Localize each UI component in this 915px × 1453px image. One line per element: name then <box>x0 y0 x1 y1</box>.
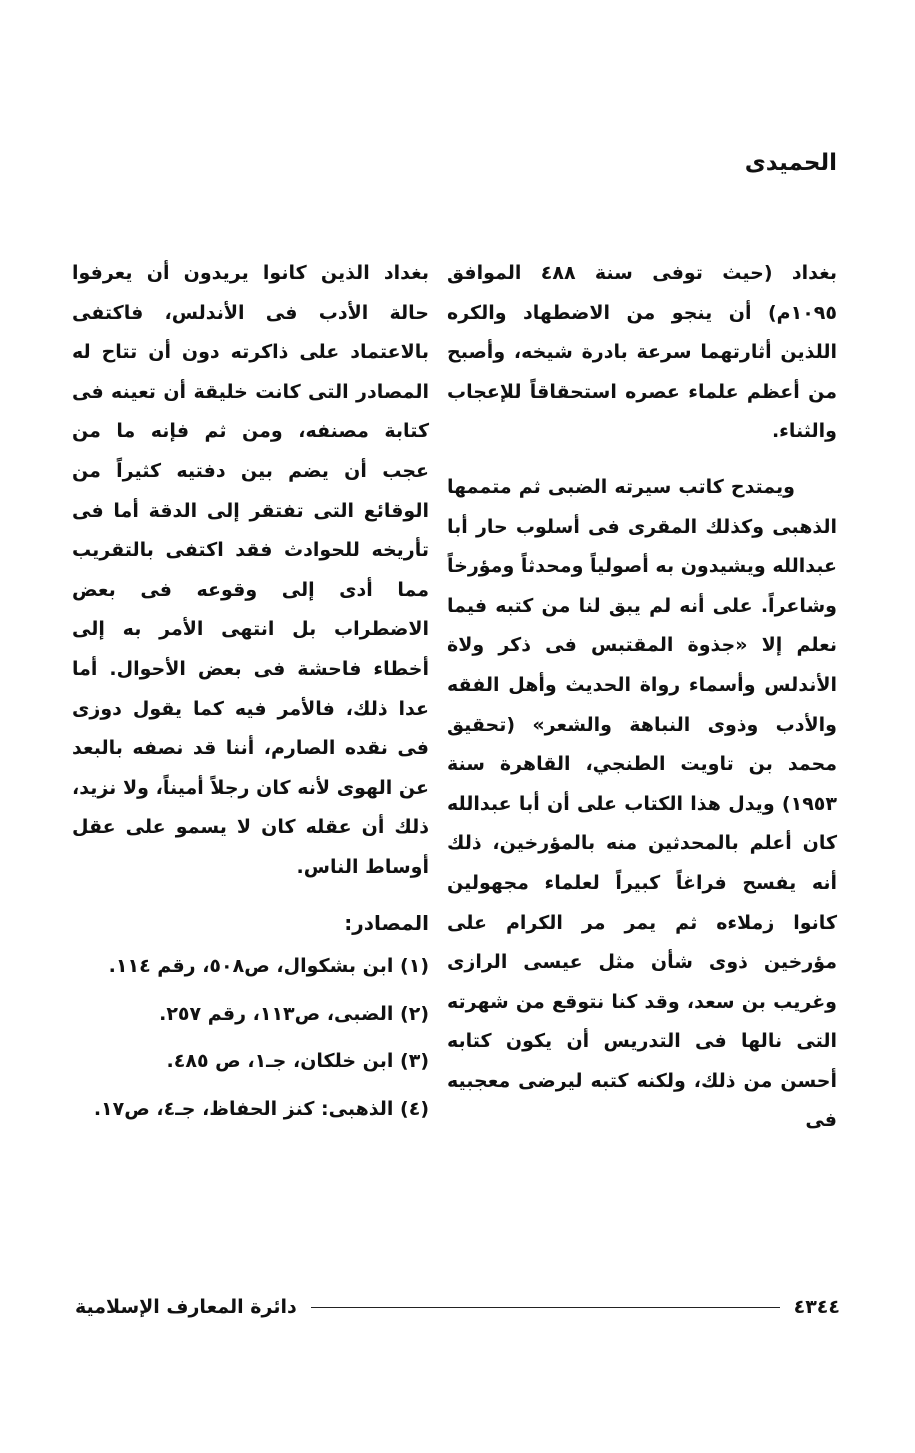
source-item: (٢) الضبى، ص١١٣، رقم ٢٥٧. <box>159 1002 429 1025</box>
page-footer <box>75 1290 840 1324</box>
page-number: ٤٣٤٤ <box>793 1296 840 1318</box>
right-column <box>447 254 837 1157</box>
source-item: (٣) ابن خلكان، جـ١، ص ٤٨٥. <box>166 1050 429 1073</box>
left-column <box>72 254 429 1137</box>
source-item: (١) ابن بشكوال، ص٥٠٨، رقم ١١٤. <box>108 955 429 978</box>
footer-divider <box>311 1307 780 1308</box>
right-paragraph-2: ويمتدح كاتب سيرته الضبى ثم متممها الذهبى وكذلك المقرى فى أسلوب حار أبا عبدالله ويشيدون به أصولياً ومحدثاً ومؤرخاً وشاعراً. على أنه لم يبق لنا من كتبه فيما نعلم إلا «جذوة المقتبس فى ذكر ولاة الأندلس وأسماء رواة الحديث وأهل الفقه والأدب وذوى النباهة والشعر» (تحقيق محمد بن تاويت الطنجي، القاهرة سنة ١٩٥٣) ويدل هذا الكتاب على أن أبا عبدالله كان أعلم بالمحدثين منه بالمؤرخين، ذلك أنه يفسح فراغاً كبيراً لعلماء مجهولين كانوا زملاءه ثم يمر مر الكرام على مؤرخين ذوى شأن مثل عيسى الرازى وغريب بن سعد، وقد كنا نتوقع من شهرته التى نالها فى التدريس أن يكون كتابه أحسن من ذلك، ولكنه كتبه ليرضى معجبيه فى <box>447 475 837 1132</box>
running-head-title: الحميدى <box>744 150 837 176</box>
sources-heading: المصادر: <box>344 910 429 935</box>
left-paragraph: بغداد الذين كانوا يريدون أن يعرفوا حالة الأدب فى الأندلس، فاكتفى بالاعتماد على ذاكرته دون أن تتاح له المصادر التى كانت خليقة أن تعينه فى كتابة مصنفه، ومن ثم فإنه ما من عجب أن يضم بين دفتيه كثيراً من الوقائع التى تفتقر إلى الدقة أما فى تأريخه للحوادث فقد اكتفى بالتقريب مما أدى إلى وقوعه فى بعض الاضطراب بل انتهى الأمر به إلى أخطاء فاحشة فى بعض الأحوال. أما عدا ذلك، فالأمر فيه كما يقول دوزى فى نقده الصارم، أننا قد نصفه بالبعد عن الهوى لأنه كان رجلاً أميناً، ولا نزيد، ذلك أن عقله كان لا يسمو على عقل أوساط الناس. <box>72 262 429 878</box>
right-paragraph-1: بغداد (حيث توفى سنة ٤٨٨ الموافق ١٠٩٥م) أن ينجو من الاضطهاد والكره اللذين أثارتهما سرعة بادرة شيخه، وأصبح من أعظم علماء عصره استحقاقاً للإعجاب والثناء. <box>447 262 837 443</box>
source-item: (٤) الذهبى: كنز الحفاظ، جـ٤، ص١٧. <box>93 1097 429 1120</box>
publication-title: دائرة المعارف الإسلامية <box>75 1296 297 1318</box>
